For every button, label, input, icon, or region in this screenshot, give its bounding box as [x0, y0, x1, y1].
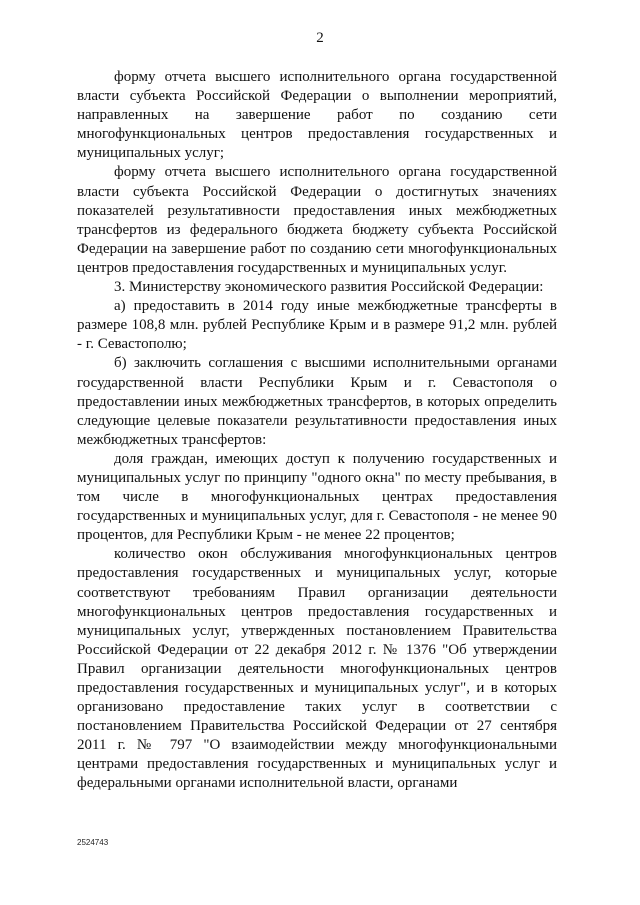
paragraph-item-3-ministry: 3. Министерству экономического развития Российской Федерации: — [114, 279, 544, 296]
paragraph-citizens-share: доля граждан, имеющих доступ к получению государственных и муниципальных услуг по принципу "одного окна" по месту пребывания, в том числе в многофункциональных центрах предоставления государственных и муниципальных услуг, для г. Севастополя - не менее 90 процентов, для Республики Крым - не менее 22 процентов; — [77, 450, 557, 544]
paragraph-report-form-indicators: форму отчета высшего исполнительного органа государственной власти субъекта Российской Федерации о достигнутых значениях показателей результативности предоставления иных межбюджетных трансфертов из федерального бюджета бюджету субъекта Российской Федерации на завершение работ по созданию сети многофункциональных центров предоставления государственных и муниципальных услуг. — [77, 164, 557, 276]
paragraph-subitem-b: б) заключить соглашения с высшими исполнительными органами государственной власти Республики Крым и г. Севастополя о предоставлении иных межбюджетных трансфертов, в которых определить следующие целевые показатели результативности предоставления иных межбюджетных трансфертов: — [77, 355, 557, 448]
page-number: 2 — [316, 30, 324, 46]
document-code: 2524743 — [77, 838, 109, 847]
paragraph-subitem-a: а) предоставить в 2014 году иные межбюджетные трансферты в размере 108,8 млн. рублей Республике Крым и в размере 91,2 млн. рублей - г. Севастополю; — [77, 298, 557, 353]
paragraph-service-windows: количество окон обслуживания многофункциональных центров предоставления государственных и муниципальных услуг, которые соответствуют требованиям Правил организации деятельности многофункциональных центров предоставления государственных и муниципальных услуг, утвержденных постановлением Правительства Российской Федерации от 22 декабря 2012 г. № 1376 "Об утверждении Правил организации деятельности многофункциональных центров предоставления государственных и муниципальных услуг", и в которых организовано предоставление таких услуг в соответствии с постановлением Правительства Российской Федерации от 27 сентября 2011 г. № 797 "О взаимодействии между многофункциональными центрами предоставления государственных и муниципальных услуг и федеральными органами исполнительной власти, органами — [77, 546, 557, 792]
document-body — [77, 68, 557, 794]
paragraph-report-form-activities: форму отчета высшего исполнительного органа государственной власти субъекта Российской Федерации о выполнении мероприятий, направленных на завершение работ по созданию сети многофункциональных центров предоставления государственных и муниципальных услуг; — [77, 69, 557, 162]
